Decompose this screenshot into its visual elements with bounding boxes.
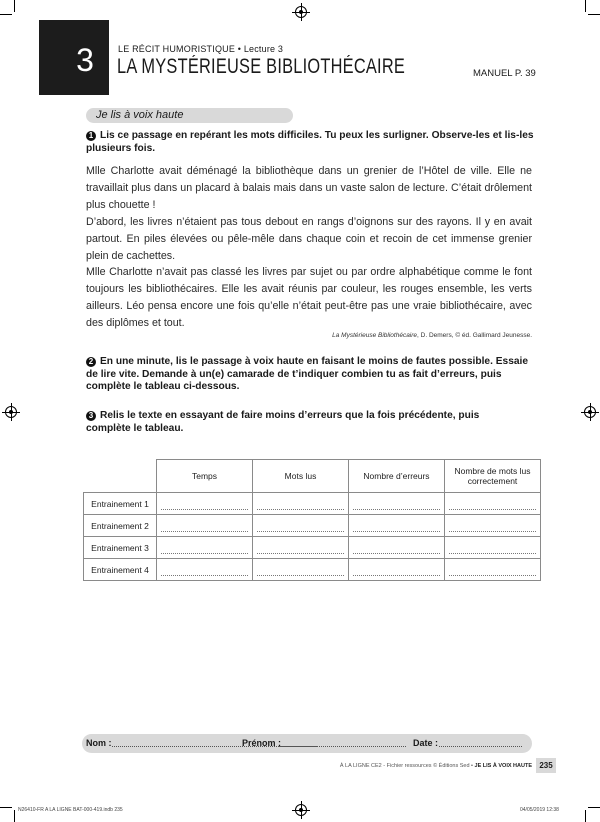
entry-cell-mots-lus[interactable] (253, 537, 349, 559)
section-label-pill (86, 108, 293, 123)
registration-mark-icon (295, 804, 307, 816)
genre-kicker (118, 44, 283, 54)
genre-label: LE RÉCIT HUMORISTIQUE • (118, 44, 242, 54)
source-details: , D. Demers, © éd. Gallimard Jeunesse. (417, 332, 532, 339)
instruction-text: Relis le texte en essayant de faire moins d’erreurs que la fois précédente, puis complète le tableau. (86, 410, 480, 434)
registration-mark-icon (5, 406, 17, 418)
crop-mark (588, 807, 600, 808)
chapter-number: 3 (76, 42, 94, 78)
entry-cell-erreurs[interactable] (349, 559, 445, 581)
entry-cell-erreurs[interactable] (349, 537, 445, 559)
passage-paragraph: Mlle Charlotte avait déménagé la bibliothèque dans un grenier de l’Hôtel de ville. Elle ne travaillait plus dans un placard à balais mais dans un vaste salon de lecture. C’était drôlement plus chouette ! (86, 165, 532, 211)
entry-cell-mots-corrects[interactable] (445, 537, 541, 559)
instruction-1 (86, 130, 536, 155)
entry-cell-erreurs[interactable] (349, 515, 445, 537)
entry-cell-temps[interactable] (157, 493, 253, 515)
row-label: Entrainement 4 (84, 559, 157, 581)
row-label: Entrainement 1 (84, 493, 157, 515)
prenom-label: Prénom : (242, 738, 282, 748)
entry-cell-erreurs[interactable] (349, 493, 445, 515)
page-number: 235 (536, 758, 556, 773)
date-field[interactable] (439, 746, 522, 747)
source-book-title: La Mystérieuse Bibliothécaire (332, 332, 418, 339)
table-row (84, 493, 541, 515)
crop-mark (14, 0, 15, 12)
print-slug-file: N26410-FR A LA LIGNE BAT-000-419.indb 235 (18, 807, 123, 813)
entry-cell-mots-lus[interactable] (253, 559, 349, 581)
passage-paragraph: Mlle Charlotte n’avait pas classé les livres par sujet ou par ordre alphabétique comme le font toujours les bibliothécaires. Elle les avait réunis par couleur, les rouges ensemble, les verts ailleurs. Léo pensa encore une fois qu’elle n’était peut-être pas une vraie bibliothécaire, avec des diplômes et tout. (86, 266, 532, 330)
table-header-row (84, 460, 541, 493)
crop-mark (14, 810, 15, 822)
crop-mark (0, 807, 12, 808)
table-row (84, 537, 541, 559)
prenom-field[interactable] (278, 746, 406, 747)
footer-section: JE LIS À VOIX HAUTE (474, 763, 532, 769)
reading-results-table (83, 459, 541, 581)
entry-cell-temps[interactable] (157, 559, 253, 581)
instruction-2 (86, 356, 536, 394)
step-number-badge: 3 (86, 411, 96, 421)
footer-credits: À LA LIGNE CE2 - Fichier ressources © Éditions Sed • (339, 763, 473, 769)
entry-cell-mots-corrects[interactable] (445, 515, 541, 537)
step-number-badge: 2 (86, 357, 96, 367)
manuel-reference: MANUEL P. 39 (473, 68, 536, 79)
crop-mark (585, 0, 586, 12)
table-row (84, 515, 541, 537)
column-header: Temps (157, 460, 253, 493)
section-label: Je lis à voix haute (96, 109, 184, 121)
registration-mark-icon (584, 406, 596, 418)
table-row (84, 559, 541, 581)
chapter-number-box (39, 20, 109, 95)
crop-mark (588, 14, 600, 15)
page-title: LA MYSTÉRIEUSE BIBLIOTHÉCAIRE (117, 55, 406, 78)
instruction-text: En une minute, lis le passage à voix haute en faisant le moins de fautes possible. Essaie de lire vite. Demande à un(e) camarade de t’indiquer combien tu as fait d’erreurs, puis complète le tableau ci-dessous. (86, 356, 529, 392)
entry-cell-mots-lus[interactable] (253, 515, 349, 537)
registration-mark-icon (295, 6, 307, 18)
entry-cell-mots-lus[interactable] (253, 493, 349, 515)
instruction-3 (86, 410, 506, 435)
row-label: Entrainement 3 (84, 537, 157, 559)
crop-mark (585, 810, 586, 822)
source-citation (300, 332, 532, 339)
entry-cell-mots-corrects[interactable] (445, 559, 541, 581)
nom-label: Nom : (86, 738, 112, 748)
passage-paragraph: D’abord, les livres n’étaient pas tous debout en rangs d’oignons sur des rayons. Il y en avait partout. En piles élevées ou pêle-mêle dans chaque coin et recoin de cet immense grenier plein de cachettes. (86, 215, 532, 262)
entry-cell-temps[interactable] (157, 537, 253, 559)
page-footer (300, 763, 532, 769)
entry-cell-mots-corrects[interactable] (445, 493, 541, 515)
row-label: Entrainement 2 (84, 515, 157, 537)
student-info-bar (82, 734, 532, 753)
reading-passage (86, 163, 532, 332)
column-header: Mots lus (253, 460, 349, 493)
entry-cell-temps[interactable] (157, 515, 253, 537)
crop-mark (0, 14, 12, 15)
date-label: Date : (413, 738, 439, 748)
instruction-text: Lis ce passage en repérant les mots difficiles. Tu peux les surligner. Observe-les et lis-les plusieurs fois. (86, 130, 534, 154)
lecture-label: Lecture 3 (243, 44, 284, 54)
empty-corner-cell (84, 460, 157, 493)
print-slug-date: 04/05/2019 12:38 (520, 807, 559, 813)
column-header: Nombre de mots lus correctement (445, 460, 541, 493)
step-number-badge: 1 (86, 131, 96, 141)
column-header: Nombre d’erreurs (349, 460, 445, 493)
